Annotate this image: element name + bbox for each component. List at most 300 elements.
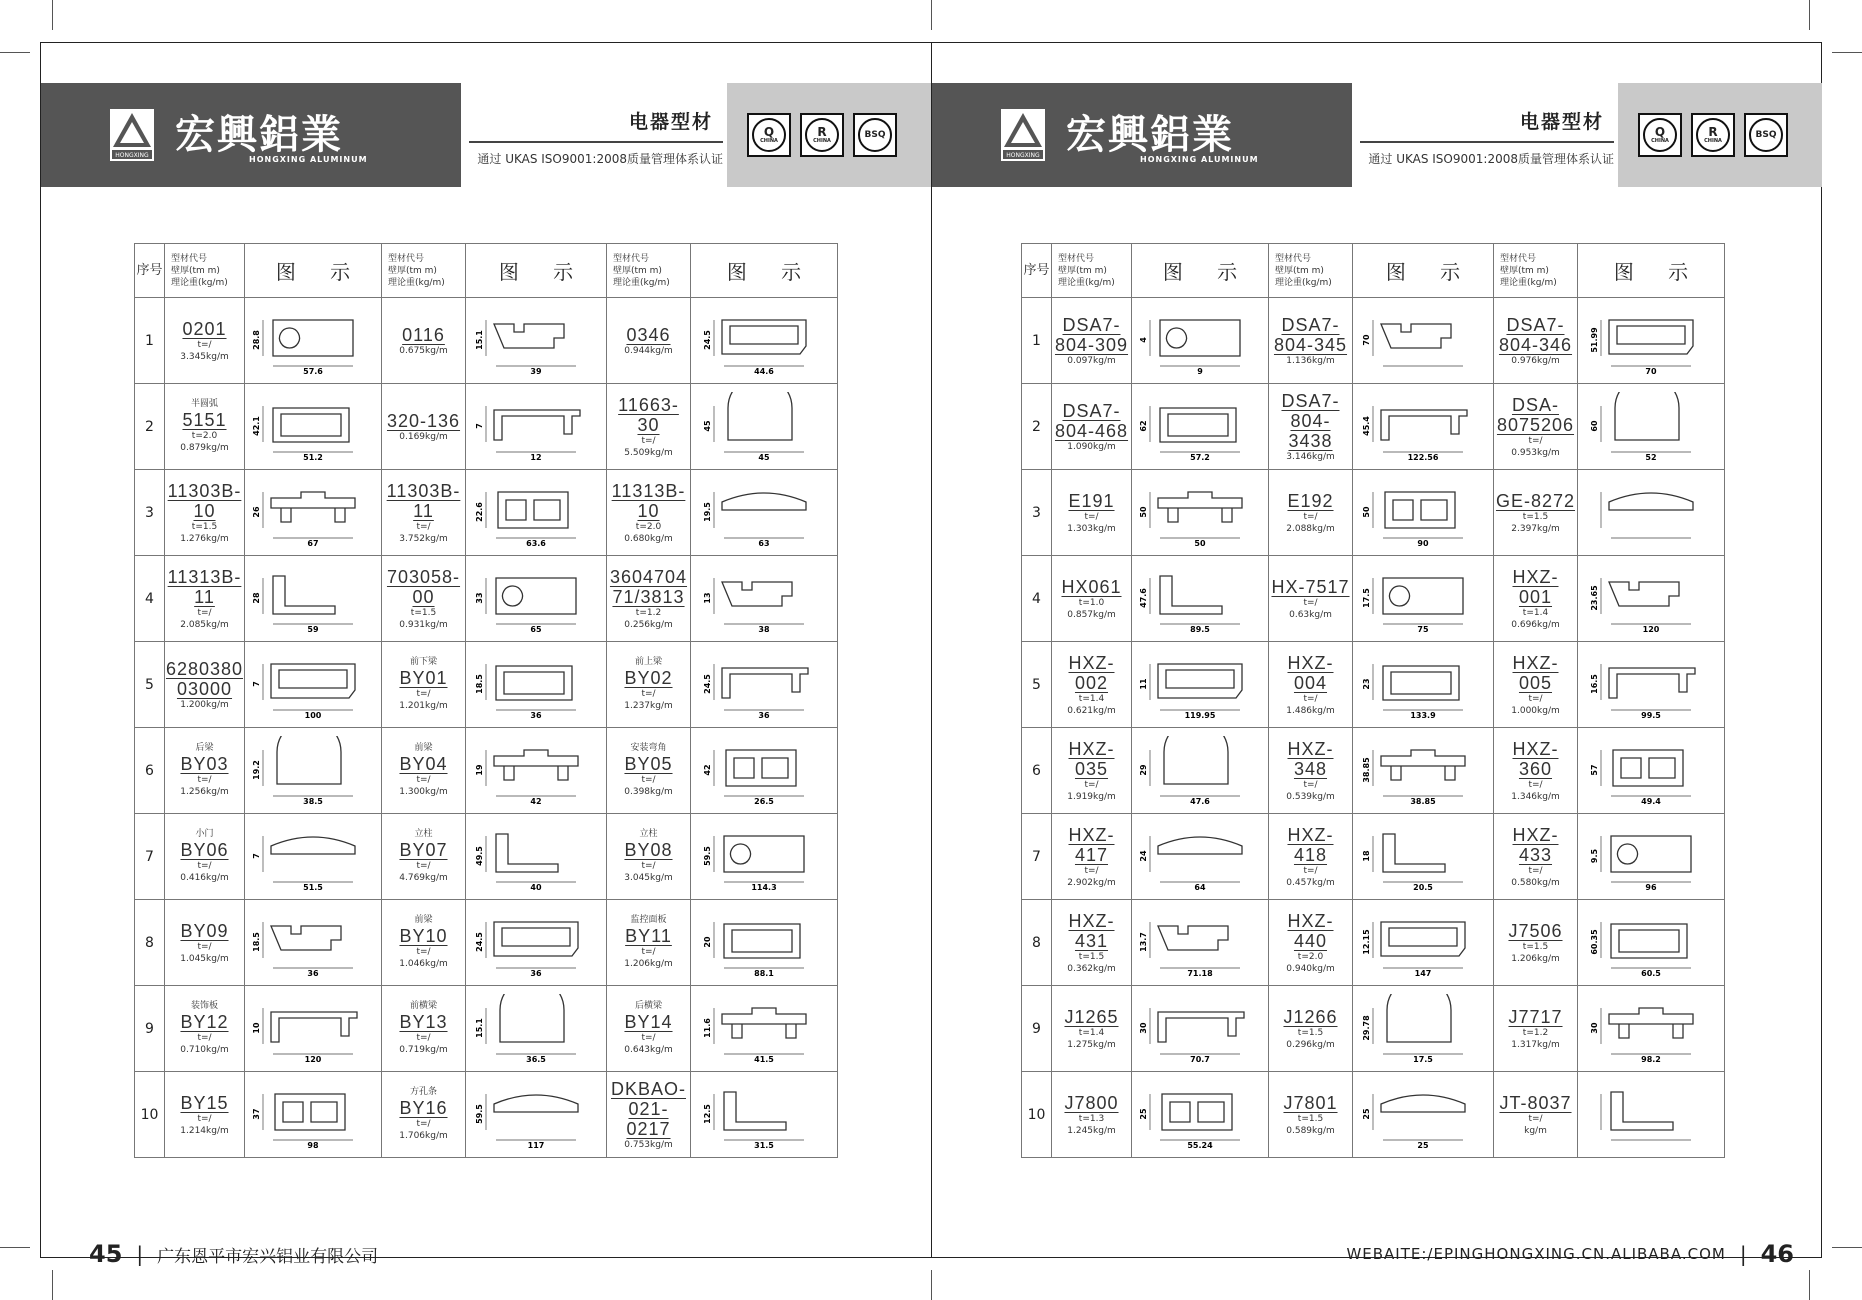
profile-code: 0201 bbox=[182, 318, 227, 339]
profile-code: BY07 bbox=[399, 840, 448, 860]
table-row bbox=[1022, 1072, 1725, 1158]
bsq-globe-badge-icon: BSQ bbox=[1744, 113, 1788, 157]
bsq-globe-badge-icon: BSQ bbox=[853, 113, 897, 157]
wall-thickness: t=1.2 bbox=[635, 607, 662, 618]
dimension-width: 98 bbox=[307, 1140, 319, 1150]
profile-info-cell bbox=[607, 1072, 691, 1158]
profile-code: HXZ- bbox=[1287, 652, 1334, 673]
dimension-width: 47.6 bbox=[1190, 796, 1210, 806]
profile-info-cell bbox=[1052, 900, 1132, 986]
wall-thickness: t=/ bbox=[416, 947, 431, 957]
profile-code: HXZ- bbox=[1287, 910, 1334, 931]
dimension-width: 36 bbox=[758, 710, 770, 720]
profile-drawing bbox=[1361, 478, 1485, 548]
dimension-height: 45 bbox=[703, 419, 712, 432]
theoretical-weight: 1.237kg/m bbox=[624, 701, 673, 711]
quality-badge-icon: Q CHINA bbox=[1638, 113, 1682, 157]
profile-drawing-cell bbox=[1353, 642, 1494, 728]
theoretical-weight: 1.206kg/m bbox=[624, 959, 673, 969]
profile-code: HX-7517 bbox=[1271, 576, 1350, 597]
profile-drawing bbox=[1361, 994, 1485, 1064]
wall-thickness: t=/ bbox=[1528, 435, 1543, 446]
row-number: 4 bbox=[135, 556, 165, 642]
header-info-line: 壁厚(tm m) bbox=[613, 265, 662, 276]
profile-info-cell bbox=[165, 814, 245, 900]
dimension-width: 75 bbox=[1417, 624, 1429, 634]
profile-code: HXZ- bbox=[1512, 738, 1559, 759]
row-number: 2 bbox=[135, 384, 165, 470]
profile-drawing-cell bbox=[691, 470, 838, 556]
dimension-height: 42 bbox=[703, 763, 712, 776]
profile-drawing-cell bbox=[466, 986, 607, 1072]
dimension-width: 99.5 bbox=[1641, 710, 1661, 720]
profile-drawing bbox=[1589, 564, 1713, 634]
dimension-width: 65 bbox=[530, 624, 542, 634]
theoretical-weight: 0.621kg/m bbox=[1067, 705, 1116, 716]
wall-thickness: t=/ bbox=[416, 1033, 431, 1043]
theoretical-weight: 1.346kg/m bbox=[1511, 791, 1560, 802]
profile-drawing-cell bbox=[466, 1072, 607, 1158]
profile-code: BY10 bbox=[399, 926, 448, 946]
table-header-row bbox=[135, 244, 838, 298]
crop-mark bbox=[1832, 1247, 1862, 1248]
page-number: 46 bbox=[1760, 1240, 1794, 1268]
wall-thickness: t=/ bbox=[641, 947, 656, 957]
profile-drawing bbox=[1361, 650, 1485, 720]
row-number: 5 bbox=[135, 642, 165, 728]
wall-thickness: t=/ bbox=[1528, 693, 1543, 704]
profile-drawing-cell bbox=[245, 556, 382, 642]
profile-code: GE-8272 bbox=[1495, 490, 1576, 511]
profile-code: 035 bbox=[1074, 758, 1109, 779]
profile-drawing bbox=[251, 1080, 375, 1150]
profile-code: DSA7- bbox=[1281, 390, 1340, 411]
profile-label: 立柱 bbox=[414, 829, 433, 839]
dimension-height: 28.8 bbox=[252, 329, 261, 350]
dimension-width: 36 bbox=[530, 968, 542, 978]
profile-code: J7717 bbox=[1508, 1006, 1563, 1027]
theoretical-weight: 1.000kg/m bbox=[1511, 705, 1560, 716]
profile-drawing-cell bbox=[1578, 728, 1725, 814]
brand-name-cn: 宏興鋁業 bbox=[1066, 111, 1234, 158]
profile-info-cell bbox=[1494, 384, 1578, 470]
header-profile-info bbox=[1052, 244, 1132, 298]
profile-drawing bbox=[474, 306, 598, 376]
profile-drawing bbox=[1361, 1080, 1485, 1150]
dimension-width: 36.5 bbox=[526, 1054, 546, 1064]
header-info-line: 型材代号 bbox=[171, 253, 208, 264]
profile-drawing-cell bbox=[1578, 298, 1725, 384]
header-info-line: 型材代号 bbox=[388, 253, 425, 264]
dimension-width: 20.5 bbox=[1413, 882, 1433, 892]
profile-drawing-cell bbox=[1132, 1072, 1269, 1158]
hongxing-logo-icon bbox=[1001, 109, 1045, 161]
dimension-height: 70 bbox=[1362, 333, 1371, 346]
profile-drawing bbox=[1138, 478, 1262, 548]
profile-code: 3604704 bbox=[609, 566, 688, 587]
dimension-height: 50 bbox=[1139, 505, 1148, 518]
dimension-height: 45.4 bbox=[1362, 415, 1371, 436]
dimension-height: 10 bbox=[252, 1021, 261, 1034]
profile-code: BY16 bbox=[399, 1098, 448, 1118]
brand-name-cn: 宏興鋁業 bbox=[175, 111, 343, 158]
dimension-height: 22.6 bbox=[475, 501, 484, 522]
dimension-height: 19.2 bbox=[252, 759, 261, 780]
profile-drawing-cell bbox=[1132, 642, 1269, 728]
dimension-height: 12.5 bbox=[703, 1103, 712, 1124]
profile-code: 433 bbox=[1518, 844, 1553, 865]
wall-thickness: t=/ bbox=[641, 435, 656, 446]
row-number: 8 bbox=[1022, 900, 1052, 986]
theoretical-weight: 0.589kg/m bbox=[1286, 1125, 1335, 1136]
wall-thickness: t=1.0 bbox=[1078, 597, 1105, 608]
profile-label: 后横梁 bbox=[634, 1001, 662, 1011]
header-info-line: 壁厚(tm m) bbox=[1058, 265, 1107, 276]
wall-thickness: t=/ bbox=[1528, 779, 1543, 790]
wall-thickness: t=/ bbox=[1528, 1113, 1543, 1124]
theoretical-weight: 2.902kg/m bbox=[1067, 877, 1116, 888]
dimension-width: 98.2 bbox=[1641, 1054, 1661, 1064]
profile-info-cell bbox=[165, 1072, 245, 1158]
theoretical-weight: 0.675kg/m bbox=[399, 345, 448, 356]
row-number: 10 bbox=[135, 1072, 165, 1158]
footer-separator: | bbox=[1739, 1242, 1747, 1266]
wall-thickness: t=1.5 bbox=[1297, 1113, 1324, 1124]
profile-code: J7800 bbox=[1064, 1092, 1119, 1113]
dimension-width: 60.5 bbox=[1641, 968, 1661, 978]
profile-label: 前上梁 bbox=[634, 657, 662, 667]
wall-thickness: t=1.5 bbox=[1522, 941, 1549, 952]
dimension-width: 100 bbox=[304, 710, 322, 720]
wall-thickness: t=/ bbox=[197, 775, 212, 785]
profile-info-cell bbox=[382, 298, 466, 384]
header-profile-info bbox=[165, 244, 245, 298]
theoretical-weight: 0.416kg/m bbox=[180, 873, 229, 883]
profile-code: HXZ- bbox=[1287, 824, 1334, 845]
dimension-width: 70.7 bbox=[1190, 1054, 1210, 1064]
badge-panel bbox=[1618, 83, 1822, 187]
wall-thickness: t=/ bbox=[1303, 597, 1318, 608]
profile-info-cell bbox=[382, 986, 466, 1072]
dimension-width: 96 bbox=[1645, 882, 1657, 892]
section-title: 电器型材 bbox=[628, 111, 713, 133]
profile-drawing-cell bbox=[466, 900, 607, 986]
wall-thickness: t=1.4 bbox=[1078, 1027, 1105, 1038]
brand-name-en: HONGXING ALUMINUM bbox=[249, 155, 368, 164]
profile-info-cell bbox=[607, 728, 691, 814]
theoretical-weight: 0.976kg/m bbox=[1511, 355, 1560, 366]
dimension-height: 19 bbox=[475, 763, 484, 776]
profile-info-cell bbox=[165, 728, 245, 814]
row-number: 7 bbox=[135, 814, 165, 900]
dimension-height: 59.5 bbox=[475, 1103, 484, 1124]
certification-text: 通过 UKAS ISO9001:2008质量管理体系认证 bbox=[1368, 152, 1614, 166]
wall-thickness: t=/ bbox=[641, 1033, 656, 1043]
profile-drawing bbox=[1138, 994, 1262, 1064]
profile-code: 10 bbox=[637, 500, 660, 521]
dimension-width: 9 bbox=[1197, 366, 1203, 376]
profile-code: HX061 bbox=[1061, 576, 1122, 597]
profile-info-cell bbox=[1494, 900, 1578, 986]
wall-thickness: t=/ bbox=[197, 861, 212, 871]
profile-label: 前梁 bbox=[414, 915, 433, 925]
wall-thickness: t=/ bbox=[1084, 779, 1099, 790]
row-number: 7 bbox=[1022, 814, 1052, 900]
profile-code: BY05 bbox=[624, 754, 673, 774]
profile-code: 804-346 bbox=[1498, 334, 1573, 355]
theoretical-weight: 0.680kg/m bbox=[624, 533, 673, 544]
profile-code: 8075206 bbox=[1496, 414, 1575, 435]
profile-drawing-cell bbox=[466, 298, 607, 384]
profile-drawing bbox=[702, 822, 826, 892]
profile-info-cell bbox=[1269, 1072, 1353, 1158]
theoretical-weight: 0.696kg/m bbox=[1511, 619, 1560, 630]
theoretical-weight: 0.457kg/m bbox=[1286, 877, 1335, 888]
theoretical-weight: 1.317kg/m bbox=[1511, 1039, 1560, 1050]
dimension-height: 4 bbox=[1139, 336, 1148, 343]
dimension-height: 26 bbox=[252, 505, 261, 518]
profile-drawing-cell bbox=[1578, 470, 1725, 556]
page-header bbox=[41, 83, 931, 187]
profile-code: 320-136 bbox=[386, 410, 461, 431]
header-info-line: 壁厚(tm m) bbox=[1500, 265, 1549, 276]
profile-drawing bbox=[1361, 392, 1485, 462]
profile-info-cell bbox=[1052, 986, 1132, 1072]
theoretical-weight: 0.710kg/m bbox=[180, 1045, 229, 1055]
profile-code: BY04 bbox=[399, 754, 448, 774]
crop-mark bbox=[52, 0, 53, 30]
table-row bbox=[135, 556, 838, 642]
dimension-width: 25 bbox=[1417, 1140, 1429, 1150]
dimension-height: 12.15 bbox=[1362, 928, 1371, 955]
brand-name-en: HONGXING ALUMINUM bbox=[1140, 155, 1259, 164]
profile-info-cell bbox=[382, 642, 466, 728]
footer-separator: | bbox=[136, 1242, 144, 1266]
company-name: 广东恩平市宏兴铝业有限公司 bbox=[157, 1246, 379, 1267]
profile-info-cell bbox=[607, 900, 691, 986]
profile-info-cell bbox=[1269, 728, 1353, 814]
dimension-width: 38 bbox=[758, 624, 770, 634]
row-number: 1 bbox=[135, 298, 165, 384]
header-info-line: 理论重(kg/m) bbox=[1500, 277, 1557, 288]
profile-drawing-cell bbox=[245, 384, 382, 470]
profile-drawing bbox=[251, 908, 375, 978]
profile-code: HXZ- bbox=[1068, 910, 1115, 931]
profile-label: 后梁 bbox=[195, 743, 214, 753]
profile-drawing bbox=[1361, 822, 1485, 892]
logo-small-text: HONGXING bbox=[115, 152, 149, 159]
wall-thickness: t=/ bbox=[1303, 865, 1318, 876]
wall-thickness: t=1.2 bbox=[1522, 1027, 1549, 1038]
header-profile-info bbox=[1269, 244, 1353, 298]
wall-thickness: t=/ bbox=[1303, 511, 1318, 522]
profile-code: 0346 bbox=[626, 324, 671, 345]
profile-drawing bbox=[702, 736, 826, 806]
dimension-width: 45 bbox=[758, 452, 770, 462]
crop-mark bbox=[1832, 52, 1862, 53]
profile-drawing-cell bbox=[245, 986, 382, 1072]
dimension-height: 18 bbox=[1362, 849, 1371, 862]
theoretical-weight: 0.296kg/m bbox=[1286, 1039, 1335, 1050]
table-row bbox=[135, 642, 838, 728]
theoretical-weight: 0.398kg/m bbox=[624, 787, 673, 797]
dimension-height: 15.1 bbox=[475, 329, 484, 350]
profile-info-cell bbox=[1494, 986, 1578, 1072]
profile-code: 11303B- bbox=[386, 480, 461, 501]
dimension-height: 20 bbox=[703, 935, 712, 948]
dimension-height: 18.5 bbox=[252, 931, 261, 952]
profile-drawing-cell bbox=[691, 1072, 838, 1158]
dimension-height: 7 bbox=[252, 680, 261, 687]
dimension-height: 28 bbox=[252, 591, 261, 604]
profile-label: 前下梁 bbox=[409, 657, 437, 667]
row-number: 9 bbox=[135, 986, 165, 1072]
profile-drawing-cell bbox=[245, 298, 382, 384]
profile-drawing-cell bbox=[245, 900, 382, 986]
wall-thickness: t=2.0 bbox=[191, 431, 218, 441]
crop-mark bbox=[52, 1270, 53, 1300]
profile-drawing-cell bbox=[466, 470, 607, 556]
dimension-height: 7 bbox=[252, 852, 261, 859]
dimension-width: 49.4 bbox=[1641, 796, 1661, 806]
profile-drawing bbox=[1138, 564, 1262, 634]
page-45 bbox=[41, 42, 931, 1268]
dimension-width: 51.5 bbox=[303, 882, 323, 892]
profile-info-cell bbox=[1269, 986, 1353, 1072]
profile-code: 703058- bbox=[386, 566, 461, 587]
profile-code: 30 bbox=[637, 414, 660, 435]
crop-mark bbox=[1809, 0, 1810, 30]
theoretical-weight: 0.580kg/m bbox=[1511, 877, 1560, 888]
profile-drawing bbox=[702, 1080, 826, 1150]
wall-thickness: t=/ bbox=[197, 1113, 212, 1124]
profile-info-cell bbox=[165, 384, 245, 470]
theoretical-weight: 1.045kg/m bbox=[180, 953, 229, 964]
profile-code: BY03 bbox=[180, 754, 229, 774]
dimension-height: 9.5 bbox=[1590, 848, 1599, 863]
dimension-height: 47.6 bbox=[1139, 587, 1148, 608]
wall-thickness: t=/ bbox=[641, 861, 656, 871]
dimension-height: 37 bbox=[252, 1107, 261, 1120]
theoretical-weight: 1.300kg/m bbox=[399, 787, 448, 797]
row-number: 3 bbox=[135, 470, 165, 556]
profile-code: 005 bbox=[1518, 672, 1553, 693]
wall-thickness: t=1.5 bbox=[1297, 1027, 1324, 1038]
dimension-width: 114.3 bbox=[751, 882, 777, 892]
hongxing-logo-icon bbox=[110, 109, 154, 161]
profile-code: 804-3438 bbox=[1288, 410, 1333, 451]
profile-info-cell bbox=[1269, 642, 1353, 728]
profile-info-cell bbox=[165, 470, 245, 556]
dimension-height: 25 bbox=[1139, 1107, 1148, 1120]
profile-code: 11313B- bbox=[611, 480, 686, 501]
dimension-height: 51.99 bbox=[1590, 326, 1599, 353]
dimension-width: 38.5 bbox=[303, 796, 323, 806]
header-profile-info bbox=[1494, 244, 1578, 298]
profile-info-cell bbox=[382, 556, 466, 642]
row-number: 5 bbox=[1022, 642, 1052, 728]
profile-code: DSA7- bbox=[1506, 314, 1565, 335]
profile-code: 10 bbox=[193, 500, 216, 521]
theoretical-weight: 0.362kg/m bbox=[1067, 963, 1116, 974]
theoretical-weight: 1.275kg/m bbox=[1067, 1039, 1116, 1050]
dimension-width: 41.5 bbox=[754, 1054, 774, 1064]
profile-code: 11 bbox=[194, 586, 215, 607]
profile-code: 11313B- bbox=[167, 566, 242, 587]
profile-code: HXZ- bbox=[1068, 738, 1115, 759]
profile-drawing-cell bbox=[1578, 986, 1725, 1072]
profile-code: 71/3813 bbox=[612, 586, 685, 607]
profile-drawing bbox=[474, 1080, 598, 1150]
profile-code: HXZ- bbox=[1287, 738, 1334, 759]
profile-info-cell bbox=[1269, 814, 1353, 900]
wall-thickness: t=/ bbox=[641, 775, 656, 785]
wall-thickness: t=/ bbox=[1303, 693, 1318, 704]
registered-badge-icon: R CHINA bbox=[1691, 113, 1735, 157]
profile-info-cell bbox=[607, 986, 691, 1072]
header-info-line: 壁厚(tm m) bbox=[171, 265, 220, 276]
profile-info-cell bbox=[165, 556, 245, 642]
theoretical-weight: 0.63kg/m bbox=[1289, 609, 1332, 620]
profile-drawing bbox=[1589, 392, 1713, 462]
profile-drawing-cell bbox=[466, 556, 607, 642]
profile-info-cell bbox=[1269, 298, 1353, 384]
dimension-height: 60 bbox=[1590, 419, 1599, 432]
theoretical-weight: 0.643kg/m bbox=[624, 1045, 673, 1055]
profile-info-cell bbox=[1052, 384, 1132, 470]
profile-code: JT-8037 bbox=[1499, 1092, 1572, 1113]
profile-code: 431 bbox=[1074, 930, 1109, 951]
header-info-line: 理论重(kg/m) bbox=[1275, 277, 1332, 288]
dimension-width: 88.1 bbox=[754, 968, 774, 978]
profile-info-cell bbox=[1052, 298, 1132, 384]
theoretical-weight: 0.940kg/m bbox=[1286, 963, 1335, 974]
profile-drawing bbox=[1361, 564, 1485, 634]
theoretical-weight: 2.397kg/m bbox=[1511, 523, 1560, 534]
profile-drawing-cell bbox=[1132, 728, 1269, 814]
profile-info-cell bbox=[1052, 1072, 1132, 1158]
profile-drawing-cell bbox=[1353, 986, 1494, 1072]
profile-drawing-cell bbox=[466, 384, 607, 470]
profile-drawing bbox=[702, 478, 826, 548]
dimension-height: 13 bbox=[703, 591, 712, 604]
header-seq: 序号 bbox=[135, 244, 165, 298]
table-row bbox=[135, 728, 838, 814]
wall-thickness: t=1.5 bbox=[1522, 511, 1549, 522]
table-row bbox=[135, 814, 838, 900]
profile-code: DSA7- bbox=[1062, 314, 1121, 335]
profile-drawing bbox=[702, 564, 826, 634]
dimension-width: 90 bbox=[1417, 538, 1429, 548]
profile-drawing-cell bbox=[1132, 298, 1269, 384]
profile-label: 立柱 bbox=[639, 829, 658, 839]
header-info-line: 型材代号 bbox=[1500, 253, 1537, 264]
profile-drawing-cell bbox=[1353, 556, 1494, 642]
profile-drawing bbox=[251, 736, 375, 806]
profile-code: 417 bbox=[1074, 844, 1109, 865]
profile-code: 440 bbox=[1293, 930, 1328, 951]
page-header bbox=[932, 83, 1822, 187]
profile-info-cell bbox=[1052, 728, 1132, 814]
wall-thickness: t=/ bbox=[416, 861, 431, 871]
theoretical-weight: 1.201kg/m bbox=[399, 701, 448, 711]
profile-drawing bbox=[1589, 650, 1713, 720]
profile-drawing-cell bbox=[1578, 384, 1725, 470]
profile-drawing-cell bbox=[1578, 814, 1725, 900]
profile-drawing-cell bbox=[1132, 986, 1269, 1072]
profile-drawing-cell bbox=[1353, 728, 1494, 814]
profile-drawing-cell bbox=[1132, 384, 1269, 470]
